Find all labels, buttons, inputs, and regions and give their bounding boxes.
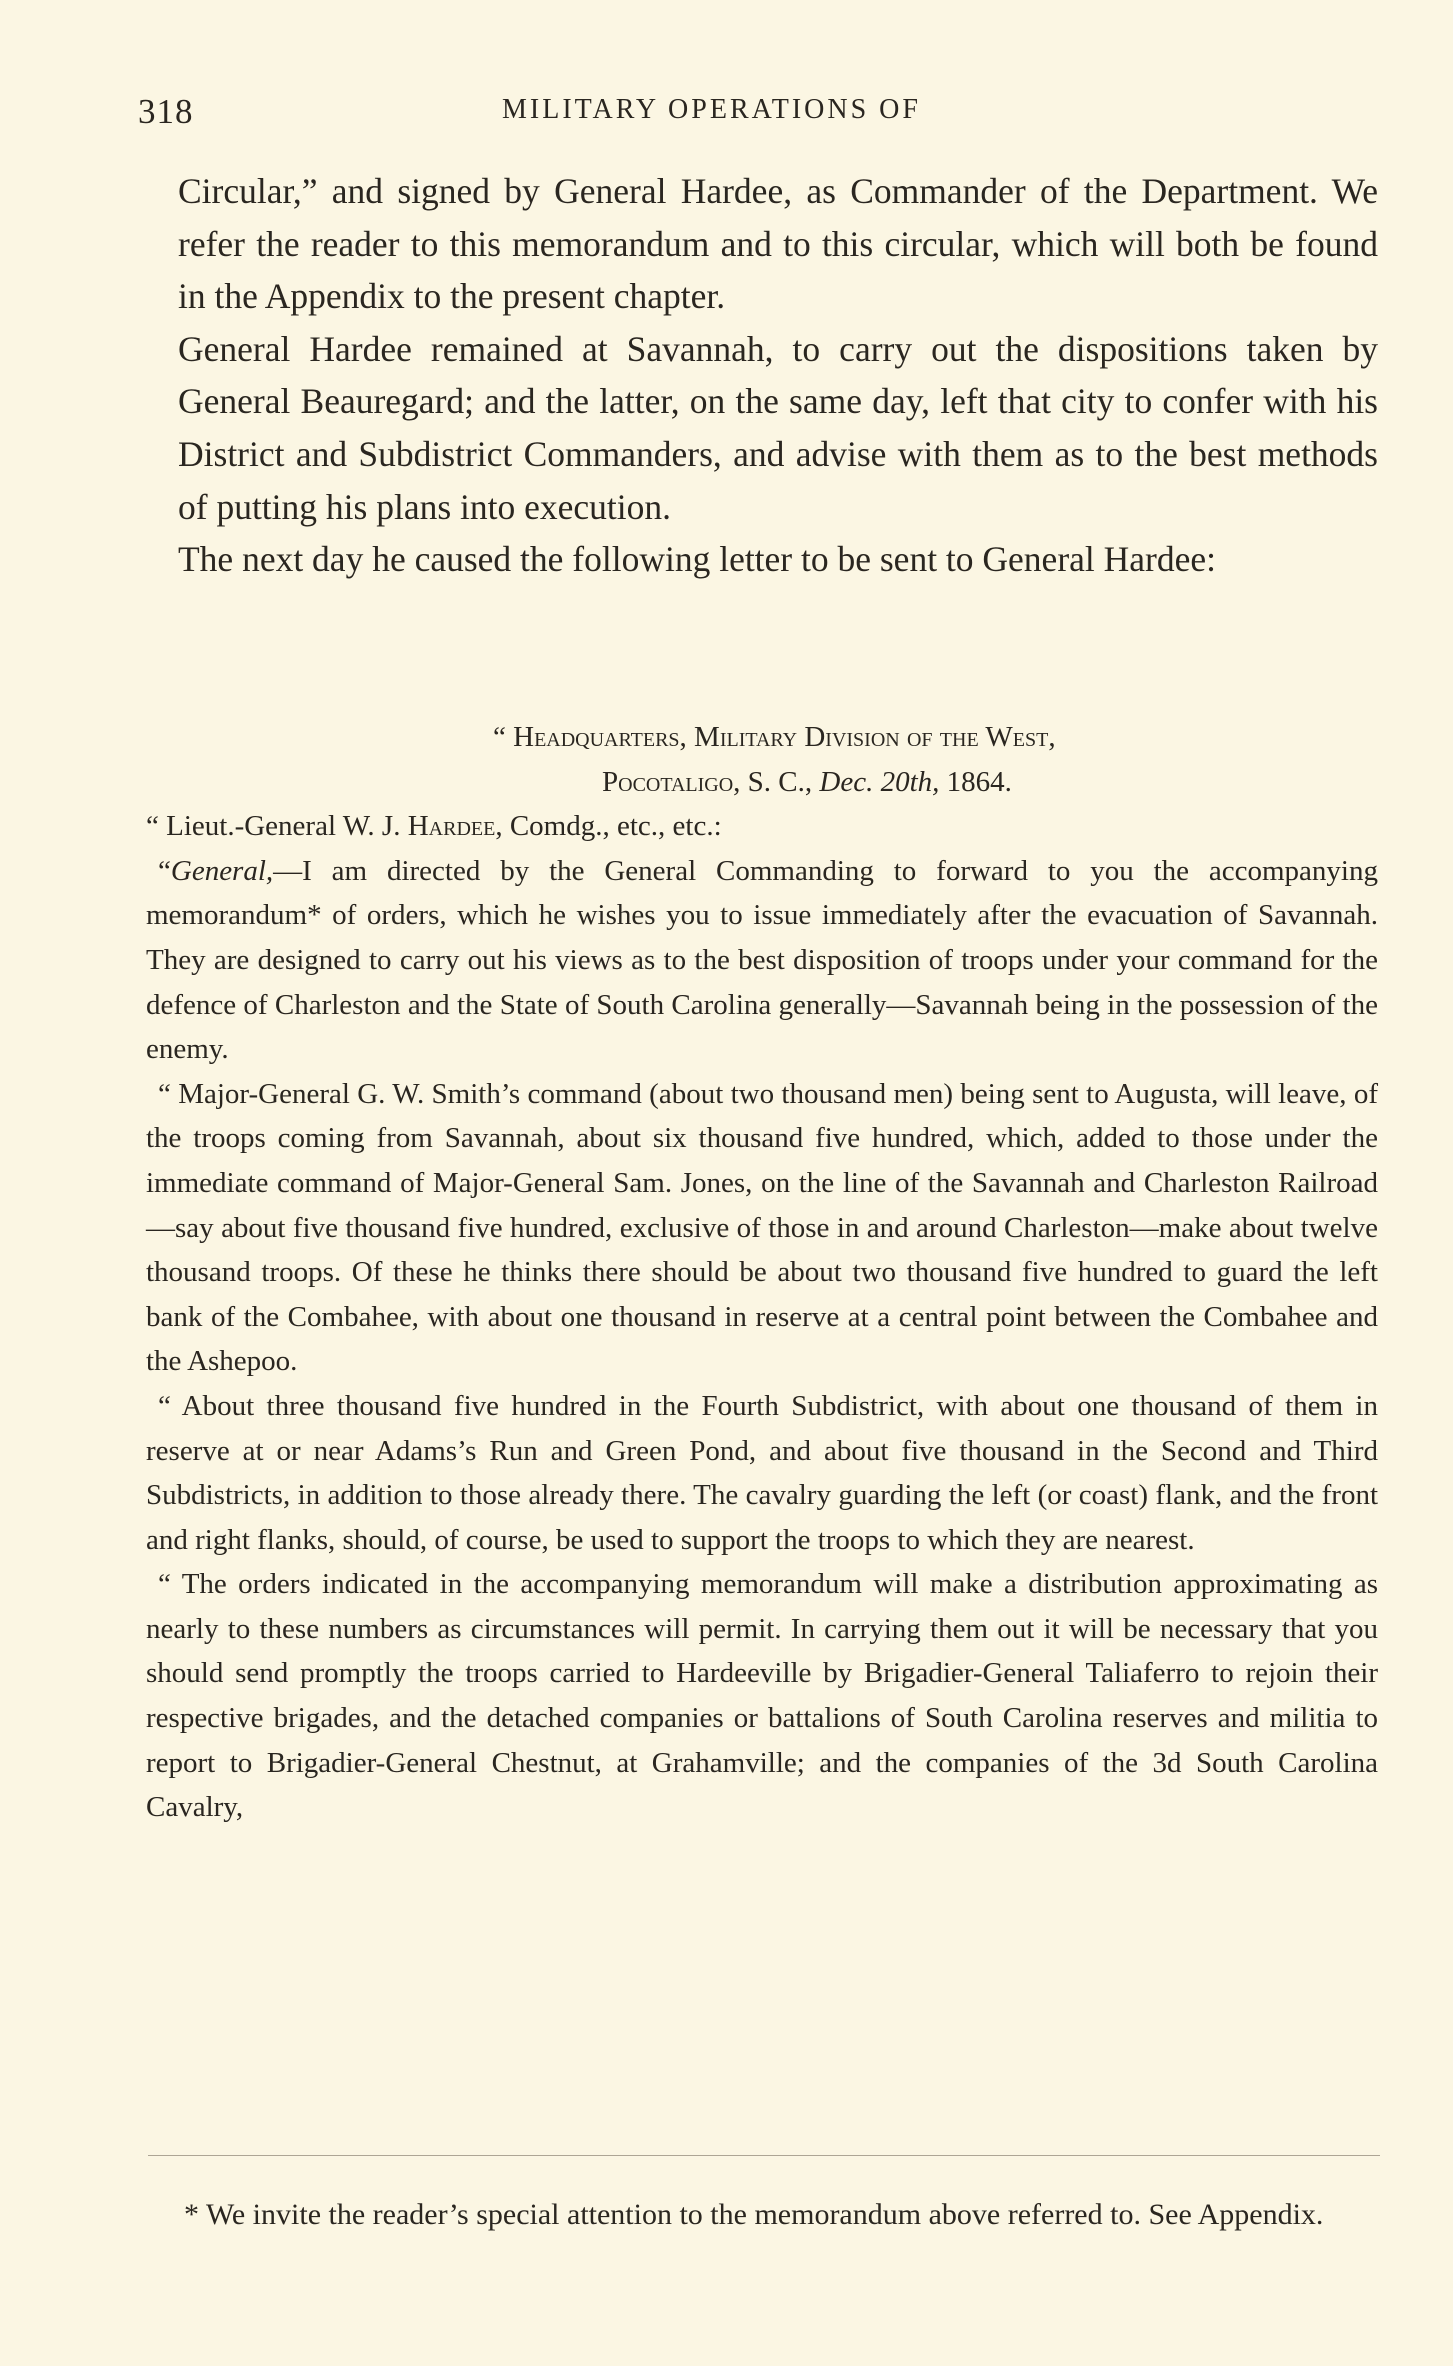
salutation-suffix: , Comdg., etc., etc.: <box>495 810 722 843</box>
letter-greeting: General, <box>170 854 274 887</box>
quoted-letter <box>146 715 1378 1830</box>
letter-paragraph-4: “ The orders indicated in the accompanying memorandum will make a distribution approximating as nearly to these numbers as circumstances will permit. In carrying them out it will be necessary that you should send promptly the troops carried to Hardeeville by Brigadier-General Taliaferro to rejoin their respective brigades, and the detached companies or battalions of South Carolina reserves and militia to report to Brigadier-General Chestnut, at Grahamville; and the companies of the 3d South Carolina Cavalry, <box>146 1568 1378 1824</box>
letter-paragraph-3: “ About three thousand five hundred in the Fourth Subdistrict, with about one thousand of them in reserve at or near Adams’s Run and Green Pond, and about five thousand in the Second and Third Subdistricts, in addition to those already there. The cavalry guarding the left (or coast) flank, and the front and right flanks, should, of course, be used to support the troops to which they are nearest. <box>146 1389 1378 1556</box>
letter-date: Dec. 20th, <box>819 765 940 798</box>
letter-paragraph-2: “ Major-General G. W. Smith’s command (about two thousand men) being sent to Augusta, will leave, of the troops coming from Savannah, about six thousand five hundred, which, added to those under the immediate command of Major-General Sam. Jones, on the line of the Savannah and Charleston Railroad—say about five thousand five hundred, exclusive of those in and around Charleston—make about twelve thousand troops. Of these he thinks there should be about two thousand five hundred to guard the left bank of the Combahee, with about one thousand in reserve at a central point between the Combahee and the Ashepoo. <box>146 1077 1378 1378</box>
letter-year: 1864. <box>939 765 1012 798</box>
page-header <box>0 92 1453 132</box>
footnote-rule <box>148 2155 1380 2156</box>
letter-salutation <box>146 804 1378 849</box>
letter-heading-line-1 <box>146 715 1378 760</box>
body-paragraph-1: Circular,” and signed by General Hardee, as Commander of the Department. We refer the reader to this memorandum and to this circular, which will both be found in the Appendix to the present chapter. <box>178 171 1378 317</box>
salutation-name: Hardee <box>407 810 496 843</box>
letter-heading-text: “ Headquarters, Military Division of the West, <box>493 721 1056 753</box>
letter-paragraph-1: “General,—I am directed by the General Commanding to forward to you the accompanying memorandum* of orders, which he wishes you to issue immediately after the evacuation of Savannah. They are designed to carry out his views as to the best disposition of troops under your command for the defence of Charleston and the State of South Carolina generally—Savannah being in the possession of the enemy. <box>146 854 1378 1066</box>
page-number: 318 <box>138 92 194 131</box>
salutation-prefix: “ Lieut.-General W. J. <box>146 810 408 843</box>
letter-paragraph-1-text: —I am directed by the General Commanding to forward to you the accompanying memorandum* of orders, which he wishes you to issue immediately after the evacuation of Savannah. They are designed to carry out his views as to the best disposition of troops under your command for the defence of Charleston and the State of South Carolina generally—Savannah being in the possession of the enemy. <box>146 854 1378 1066</box>
footnote: * We invite the reader’s special attention to the memorandum above referred to. See Appendix. <box>184 2198 1324 2231</box>
body-text <box>178 165 1378 586</box>
body-paragraph-3: The next day he caused the following letter to be sent to General Hardee: <box>178 539 1216 580</box>
letter-place: Pocotaligo, S. C., <box>602 765 813 798</box>
running-head: MILITARY OPERATIONS OF <box>502 94 921 125</box>
body-paragraph-2: General Hardee remained at Savannah, to carry out the dispositions taken by General Beauregard; and the latter, on the same day, left that city to confer with his District and Subdistrict Commanders, and advise with them as to the best methods of putting his plans into execution. <box>178 328 1378 527</box>
letter-heading-line-2 <box>146 760 1378 805</box>
